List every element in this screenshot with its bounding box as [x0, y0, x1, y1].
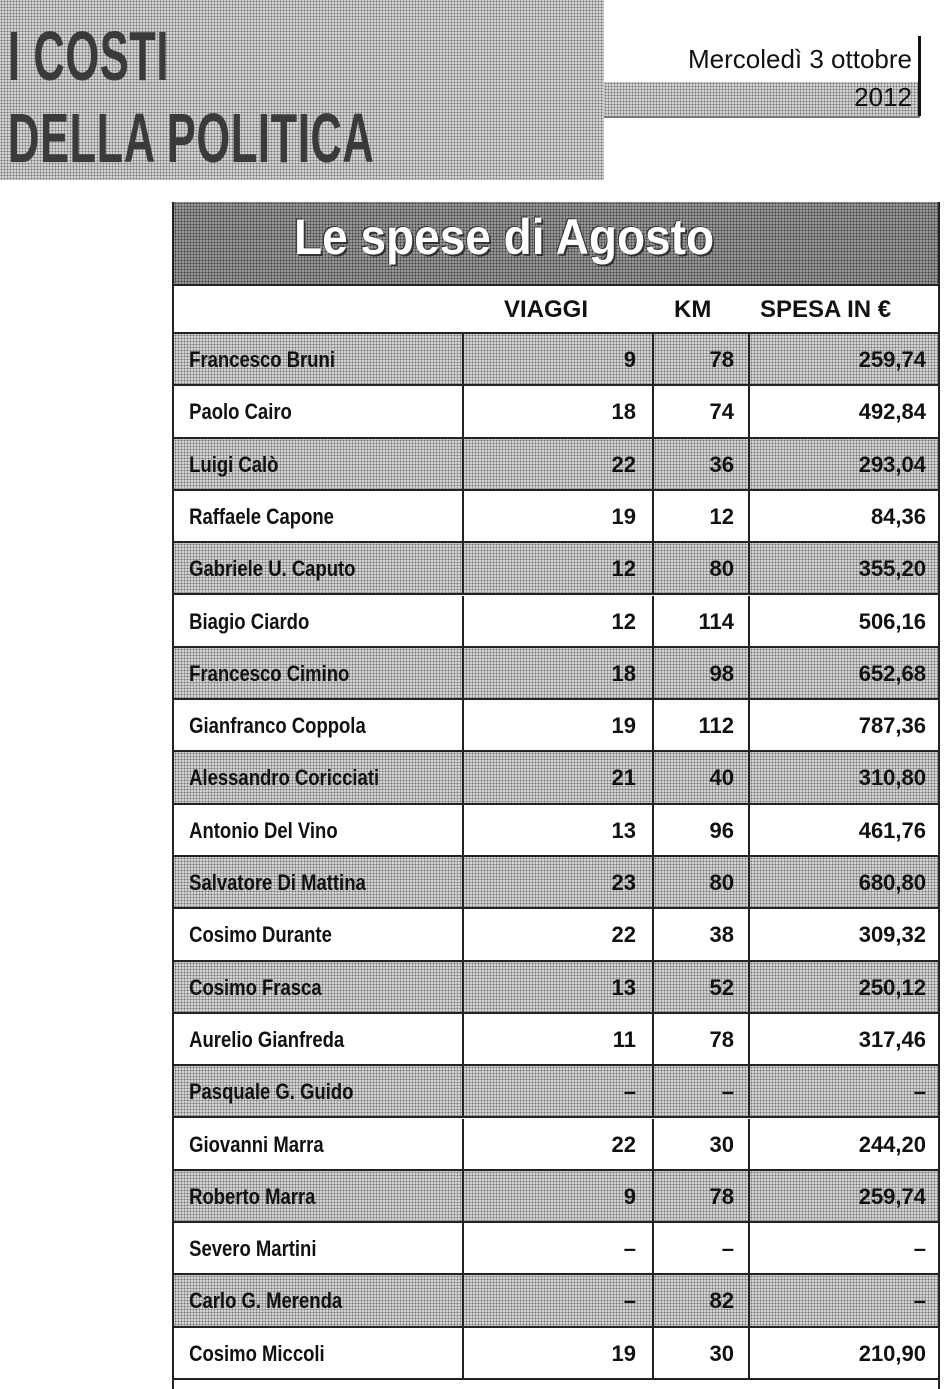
date-weekday-day-month: Mercoledì 3 ottobre	[687, 44, 912, 74]
table-row	[174, 1066, 938, 1118]
cell-name: Cosimo Frasca	[189, 974, 322, 1000]
cell-km: –	[652, 1223, 748, 1275]
cell-spesa: 244,20	[748, 1119, 938, 1171]
cell-name: Carlo G. Merenda	[189, 1288, 343, 1314]
date-divider	[604, 116, 920, 118]
table-row	[174, 596, 938, 648]
header-band	[0, 0, 604, 180]
column-header-spesa: SPESA IN €	[760, 296, 892, 323]
cell-viaggi: –	[462, 1066, 652, 1118]
table-row	[174, 1119, 938, 1171]
cell-viaggi: 12	[462, 543, 652, 595]
cell-km: –	[652, 1066, 748, 1118]
table-row	[174, 752, 938, 804]
cell-km: 80	[652, 857, 748, 909]
cell-km: 114	[652, 596, 748, 648]
column-header-row	[174, 286, 938, 334]
cell-name: Roberto Marra	[189, 1183, 316, 1209]
section-kicker-line2: DELLA POLITICA	[8, 99, 375, 177]
cell-spesa: 492,84	[748, 386, 938, 438]
table-row	[174, 700, 938, 752]
cell-viaggi: 12	[462, 596, 652, 648]
cell-spesa: 259,74	[748, 334, 938, 386]
cell-km: 40	[652, 752, 748, 804]
cell-km: 36	[652, 439, 748, 491]
cell-km: 112	[652, 700, 748, 752]
cell-name: Giovanni Marra	[189, 1131, 324, 1157]
cell-name: Severo Martini	[189, 1236, 317, 1262]
cell-name: Francesco Bruni	[189, 347, 335, 372]
cell-viaggi: –	[462, 1275, 652, 1327]
cell-viaggi: 23	[462, 857, 652, 909]
table-title-bar	[174, 202, 938, 286]
cell-viaggi: 18	[462, 386, 652, 438]
cell-spesa: 317,46	[748, 1014, 938, 1066]
cell-km: 52	[652, 962, 748, 1014]
cell-spesa: 461,76	[748, 805, 938, 857]
cell-name: Francesco Cimino	[189, 660, 350, 686]
cell-spesa: 310,80	[748, 752, 938, 804]
cell-viaggi: 22	[462, 1119, 652, 1171]
cell-name: Pasquale G. Guido	[189, 1079, 354, 1105]
cell-spesa: –	[748, 1223, 938, 1275]
table-row	[174, 1014, 938, 1066]
section-kicker-line1: I COSTI	[8, 17, 170, 95]
table-row	[174, 962, 938, 1014]
cell-viaggi: 19	[462, 700, 652, 752]
cell-name: Cosimo Miccoli	[189, 1340, 325, 1366]
cell-viaggi: 21	[462, 752, 652, 804]
cell-spesa: –	[748, 1275, 938, 1327]
cell-spesa: 506,16	[748, 596, 938, 648]
cell-name: Luigi Calò	[189, 451, 279, 477]
table-row	[174, 805, 938, 857]
cell-viaggi: 22	[462, 909, 652, 961]
cell-viaggi: 22	[462, 439, 652, 491]
cell-km: 12	[652, 491, 748, 543]
cell-spesa: 84,36	[748, 491, 938, 543]
cell-spesa: –	[748, 1066, 938, 1118]
table-row	[174, 386, 938, 438]
table-row	[174, 1223, 938, 1275]
cell-name: Gianfranco Coppola	[189, 713, 366, 739]
table-row	[174, 1171, 938, 1223]
cell-km: 80	[652, 543, 748, 595]
cell-km: 30	[652, 1328, 748, 1380]
cell-name: Alessandro Coricciati	[189, 765, 380, 791]
table-row	[174, 1328, 938, 1380]
cell-spesa: 680,80	[748, 857, 938, 909]
cell-name: Cosimo Durante	[189, 922, 332, 948]
expenses-table	[172, 202, 940, 1389]
cell-name: Paolo Cairo	[189, 399, 292, 425]
cell-spesa: 210,90	[748, 1328, 938, 1380]
cell-name: Salvatore Di Mattina	[189, 870, 366, 895]
cell-name: Aurelio Gianfreda	[189, 1026, 345, 1052]
table-row	[174, 857, 938, 909]
cell-name: Raffaele Capone	[189, 503, 334, 529]
cell-viaggi: 11	[462, 1014, 652, 1066]
date-year: 2012	[854, 82, 912, 112]
cell-spesa: 355,20	[748, 543, 938, 595]
cell-viaggi: 19	[462, 1328, 652, 1380]
cell-km: 38	[652, 909, 748, 961]
cell-viaggi: 13	[462, 805, 652, 857]
cell-km: 74	[652, 386, 748, 438]
column-header-km: KM	[674, 296, 712, 323]
cell-km: 30	[652, 1119, 748, 1171]
cell-km: 78	[652, 1171, 748, 1223]
cell-spesa: 259,74	[748, 1171, 938, 1223]
cell-viaggi: 18	[462, 648, 652, 700]
cell-km: 98	[652, 648, 748, 700]
table-row	[174, 909, 938, 961]
cell-viaggi: 13	[462, 962, 652, 1014]
cell-spesa: 787,36	[748, 700, 938, 752]
cell-km: 96	[652, 805, 748, 857]
cell-viaggi: 19	[462, 491, 652, 543]
cell-name: Gabriele U. Caputo	[189, 556, 356, 582]
table-row	[174, 543, 938, 595]
cell-viaggi: –	[462, 1223, 652, 1275]
table-row	[174, 334, 938, 386]
table-row	[174, 1275, 938, 1327]
cell-spesa: 250,12	[748, 962, 938, 1014]
cell-km: 78	[652, 1014, 748, 1066]
table-row	[174, 648, 938, 700]
column-header-viaggi: VIAGGI	[504, 296, 589, 323]
table-row	[174, 491, 938, 543]
table-title: Le spese di Agosto	[294, 209, 715, 265]
cell-name: Antonio Del Vino	[189, 817, 338, 843]
cell-viaggi: 9	[462, 1171, 652, 1223]
cell-viaggi: 9	[462, 334, 652, 386]
date-box	[604, 36, 921, 116]
table-row	[174, 439, 938, 491]
cell-spesa: 293,04	[748, 439, 938, 491]
cell-spesa: 652,68	[748, 648, 938, 700]
cell-name: Biagio Ciardo	[189, 608, 310, 634]
cell-spesa: 309,32	[748, 909, 938, 961]
cell-km: 78	[652, 334, 748, 386]
cell-km: 82	[652, 1275, 748, 1327]
